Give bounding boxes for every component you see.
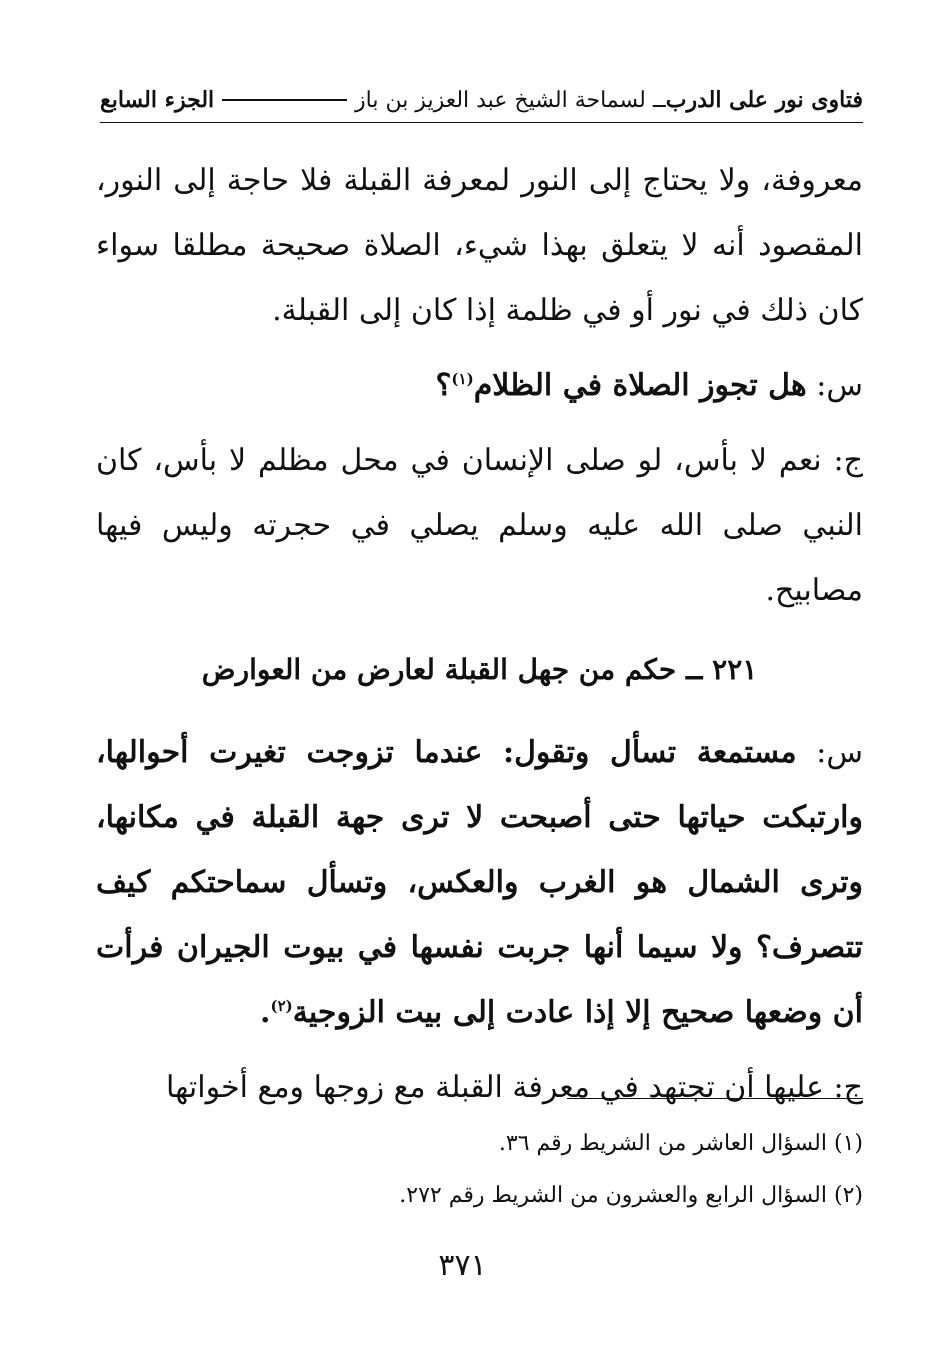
- page-body: [96, 148, 863, 1120]
- footnote-1: (١) السؤال العاشر من الشريط رقم ٣٦.: [498, 1131, 863, 1156]
- footnote-ref-1: (١): [451, 370, 474, 388]
- question-2-prefix: س:: [796, 735, 863, 770]
- section-heading: ٢٢١ ــ حكم من جهل القبلة لعارض من العوارض: [201, 653, 758, 686]
- answer-1: ج: نعم لا بأس، لو صلى الإنسان في محل مظلم لا بأس، كان النبي صلى الله عليه وسلم يصلي في حجرته وليس فيها مصابيح.: [96, 443, 863, 608]
- header-book-title: فتاوى نور على الدرب: [665, 87, 863, 113]
- question-1: [96, 353, 863, 418]
- question-2-text: مستمعة تسأل وتقول: عندما تزوجت تغيرت أحوالها، وارتبكت حياتها حتى أصبحت لا ترى جهة القبلة في مكانها، وترى الشمال هو الغرب والعكس، وتسأل سماحتكم كيف تتصرف؟ ولا سيما أنها جربت نفسها في بيوت الجيران فرأت أن وضعها صحيح إلا إذا عادت إلى بيت الزوجية: [96, 735, 863, 1030]
- footnote-rule: [567, 1098, 863, 1099]
- paragraph-continuation: معروفة، ولا يحتاج إلى النور لمعرفة القبلة فلا حاجة إلى النور، المقصود أنه لا يتعلق بهذا شيء، الصلاة صحيحة مطلقا سواء كان ذلك في نور أو في ظلمة إذا كان إلى القبلة.: [96, 163, 863, 328]
- question-2: [96, 720, 863, 1045]
- question-1-end: ؟: [435, 368, 452, 403]
- header-dash-line: [222, 99, 347, 101]
- page-number: ٣٧١: [438, 1248, 487, 1283]
- answer-2: ج: عليها أن تجتهد في معرفة القبلة مع زوجها ومع أخواتها: [165, 1070, 863, 1105]
- question-1-prefix: س:: [806, 368, 863, 403]
- header-author: ــ لسماحة الشيخ عبد العزيز بن باز: [355, 87, 666, 113]
- header-rule: [100, 122, 863, 123]
- header-volume: الجزء السابع: [100, 87, 215, 113]
- question-1-text: هل تجوز الصلاة في الظلام: [473, 368, 807, 403]
- footnotes: [96, 1118, 863, 1222]
- running-header: [100, 82, 863, 118]
- question-2-end: .: [260, 995, 271, 1030]
- footnote-ref-2: (٢): [270, 997, 293, 1015]
- footnote-2: (٢) السؤال الرابع والعشرون من الشريط رقم ٢٧٢.: [399, 1183, 863, 1208]
